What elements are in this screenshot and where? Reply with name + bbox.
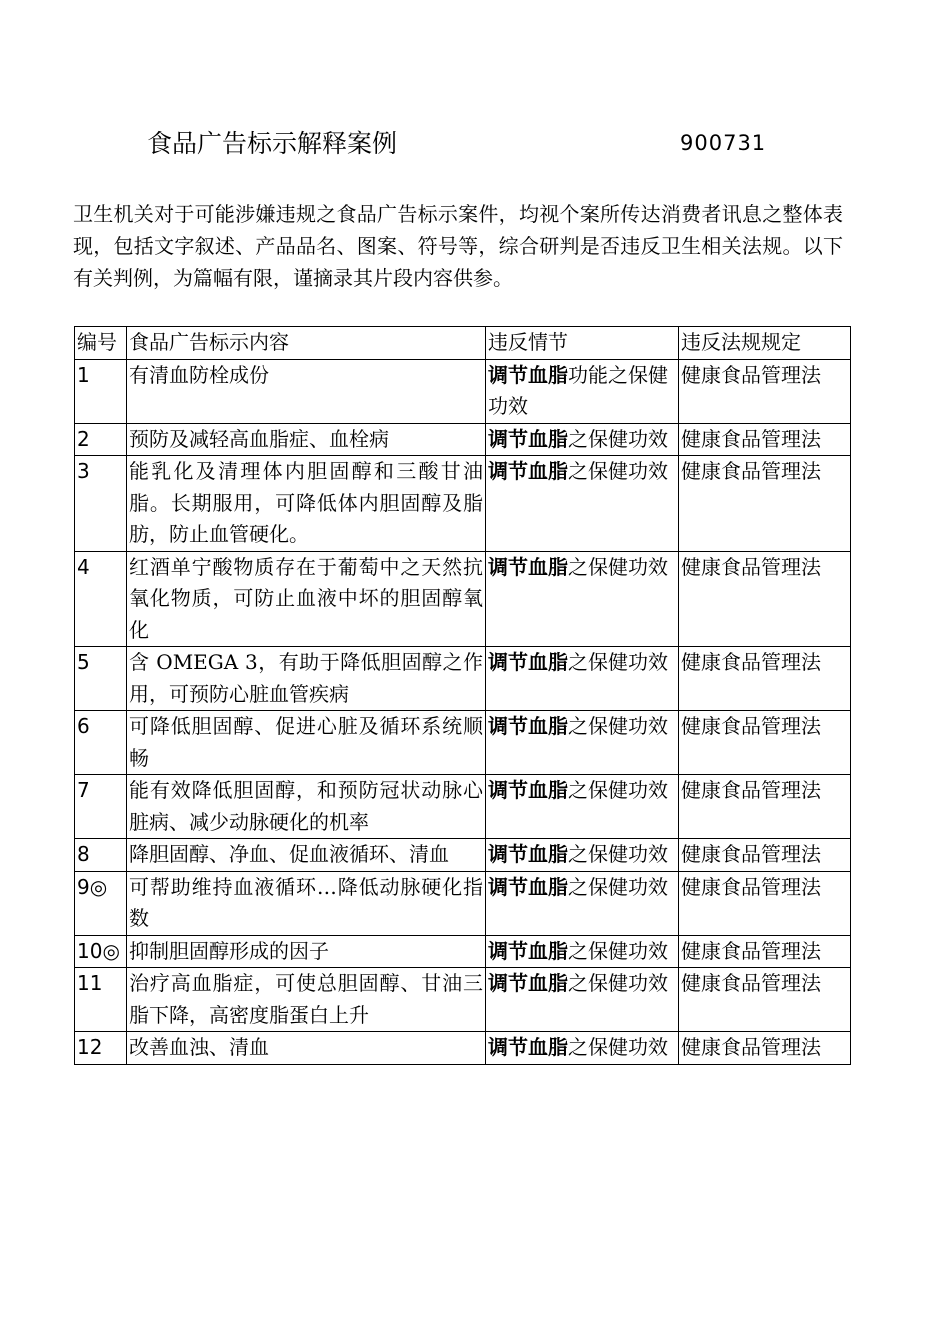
violation-text: 之保健功效: [568, 426, 668, 451]
violation-keyword: 调节血脂: [488, 778, 568, 802]
header-number: 编号: [75, 327, 127, 360]
row-number: 10◎: [75, 935, 127, 968]
table-row: [75, 968, 851, 1032]
row-content: 能有效降低胆固醇，和预防冠状动脉心脏病、减少动脉硬化的机率: [127, 775, 486, 839]
row-law: 健康食品管理法: [679, 968, 851, 1032]
violation-keyword: 调节血脂: [488, 842, 568, 866]
intro-text: 卫生机关对于可能涉嫌违规之食品广告标示案件，均视个案所传达消费者讯息之整体表现，包括文字叙述、产品品名、图案、符号等，综合研判是否违反卫生相关法规。以下有关判例，为篇幅有限，谨摘录其片段内容供参。: [73, 202, 843, 290]
table-row: [75, 647, 851, 711]
header-content: 食品广告标示内容: [127, 327, 486, 360]
violation-text: 之保健功效: [568, 971, 668, 995]
row-content: 可降低胆固醇、促进心脏及循环系统顺畅: [127, 711, 486, 775]
table-row: [75, 871, 851, 935]
violation-keyword: 调节血脂: [488, 554, 568, 579]
violation-text: 之保健功效: [568, 1035, 668, 1059]
row-content: 降胆固醇、净血、促血液循环、清血: [127, 839, 486, 872]
table-row: [75, 423, 851, 456]
violation-keyword: 调节血脂: [488, 650, 568, 674]
violation-text: 之保健功效: [568, 874, 668, 899]
table-row: [75, 775, 851, 839]
row-number: 12: [75, 1032, 127, 1065]
table-body: [75, 359, 851, 1064]
violation-keyword: 调节血脂: [488, 426, 568, 451]
violation-text: 之保健功效: [568, 714, 668, 738]
document-title: 食品广告标示解释案例: [147, 129, 398, 158]
violation-keyword: 调节血脂: [488, 362, 568, 387]
row-number: 9◎: [75, 871, 127, 935]
row-violation: [486, 551, 679, 647]
row-number: 7: [75, 775, 127, 839]
row-number: 4: [75, 551, 127, 647]
violation-text: 之保健功效: [568, 650, 668, 674]
row-number: 1: [75, 359, 127, 423]
row-law: 健康食品管理法: [679, 711, 851, 775]
violation-keyword: 调节血脂: [488, 874, 568, 899]
row-violation: [486, 839, 679, 872]
table-row: [75, 839, 851, 872]
row-number: 2: [75, 423, 127, 456]
table-header-row: [75, 327, 851, 360]
row-violation: [486, 968, 679, 1032]
row-law: 健康食品管理法: [679, 647, 851, 711]
violation-keyword: 调节血脂: [488, 1035, 568, 1059]
header-violation: 违反情节: [486, 327, 679, 360]
intro-paragraph: [73, 198, 843, 294]
violation-keyword: 调节血脂: [488, 459, 568, 483]
row-content: 含 OMEGA 3，有助于降低胆固醇之作用，可预防心脏血管疾病: [127, 647, 486, 711]
row-violation: [486, 871, 679, 935]
cases-table: [74, 326, 851, 1065]
row-law: 健康食品管理法: [679, 871, 851, 935]
row-law: 健康食品管理法: [679, 839, 851, 872]
row-law: 健康食品管理法: [679, 423, 851, 456]
row-number: 8: [75, 839, 127, 872]
row-content: 治疗高血脂症，可使总胆固醇、甘油三脂下降，高密度脂蛋白上升: [127, 968, 486, 1032]
row-content: 可帮助维持血液循环…降低动脉硬化指数: [127, 871, 486, 935]
header-law: 违反法规规定: [679, 327, 851, 360]
row-law: 健康食品管理法: [679, 456, 851, 552]
row-violation: [486, 711, 679, 775]
row-violation: [486, 647, 679, 711]
row-number: 6: [75, 711, 127, 775]
table-row: [75, 935, 851, 968]
table-row: [75, 1032, 851, 1065]
violation-text: 功能之保健功效: [488, 362, 668, 418]
violation-text: 之保健功效: [568, 938, 668, 963]
violation-keyword: 调节血脂: [488, 714, 568, 738]
row-violation: [486, 359, 679, 423]
document-code: 900731: [680, 131, 767, 155]
row-violation: [486, 456, 679, 552]
row-violation: [486, 775, 679, 839]
row-content: 红酒单宁酸物质存在于葡萄中之天然抗氧化物质，可防止血液中坏的胆固醇氧化: [127, 551, 486, 647]
row-content: 抑制胆固醇形成的因子: [127, 935, 486, 968]
violation-keyword: 调节血脂: [488, 938, 568, 963]
violation-text: 之保健功效: [568, 778, 668, 802]
table-row: [75, 711, 851, 775]
row-law: 健康食品管理法: [679, 359, 851, 423]
row-content: 预防及减轻高血脂症、血栓病: [127, 423, 486, 456]
row-number: 5: [75, 647, 127, 711]
row-number: 11: [75, 968, 127, 1032]
row-content: 改善血浊、清血: [127, 1032, 486, 1065]
table-row: [75, 359, 851, 423]
violation-keyword: 调节血脂: [488, 971, 568, 995]
violation-text: 之保健功效: [568, 459, 668, 483]
row-content: 有清血防栓成份: [127, 359, 486, 423]
row-violation: [486, 423, 679, 456]
row-violation: [486, 935, 679, 968]
row-law: 健康食品管理法: [679, 551, 851, 647]
row-number: 3: [75, 456, 127, 552]
violation-text: 之保健功效: [568, 554, 668, 579]
row-law: 健康食品管理法: [679, 1032, 851, 1065]
table-row: [75, 456, 851, 552]
row-content: 能乳化及清理体内胆固醇和三酸甘油脂。长期服用，可降低体内胆固醇及脂肪，防止血管硬化。: [127, 456, 486, 552]
row-law: 健康食品管理法: [679, 775, 851, 839]
violation-text: 之保健功效: [568, 842, 668, 866]
table-row: [75, 551, 851, 647]
row-violation: [486, 1032, 679, 1065]
row-law: 健康食品管理法: [679, 935, 851, 968]
